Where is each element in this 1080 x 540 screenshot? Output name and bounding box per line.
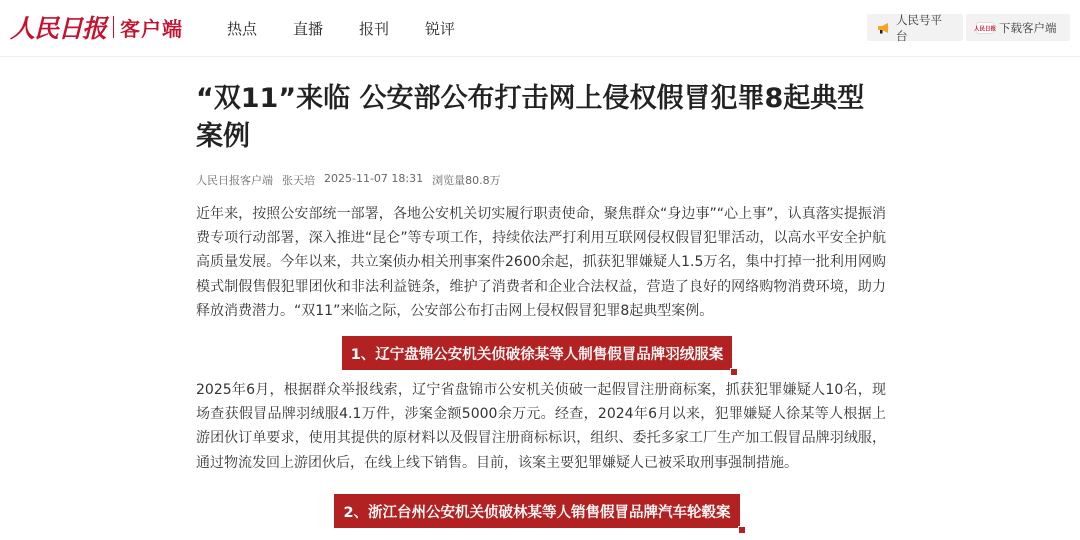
section-heading-corner [738,526,746,534]
section-heading-2-text: 2、浙江台州公安机关侦破林某等人销售假冒品牌汽车轮毂案 [343,504,731,521]
logo-text: 客户端 [120,16,184,41]
section-heading-2 [334,494,740,528]
nav-item-newspaper[interactable]: 报刊 [359,20,390,38]
article-intro: 近年来，按照公安部统一部署，各地公安机关切实履行职责使命，聚焦群众“身边事”“心上事”，认真落实提振消费专项行动部署，深入推进“昆仑”等专项工作，持续依法严打利用互联网侵权假冒犯罪活动，以高水平安全护航高质量发展。今年以来，共立案侦办相关刑事案件2600余起，抓获犯罪嫌疑人1.5万名，集中打掉一批利用网购模式制假售假犯罪团伙和非法利益链条，维护了消费者和企业合法权益，营造了良好的网络购物消费环境，助力释放消费潜力。“双11”来临之际，公安部公布打击网上侵权假冒犯罪8起典型案例。 [196,206,886,319]
article-meta [196,172,886,188]
section-heading-1 [342,336,732,370]
download-app-button[interactable] [966,14,1070,41]
top-header [0,0,1080,57]
nav-item-commentary[interactable]: 锐评 [425,20,456,38]
platform-button[interactable] [867,14,963,41]
nav-item-hot[interactable]: 热点 [227,20,258,38]
nav-item-live[interactable]: 直播 [293,20,324,38]
logo-divider [113,16,114,38]
section-heading-corner [730,368,738,376]
article-source: 人民日报客户端 [196,174,273,187]
main-nav [227,18,455,39]
platform-button-label: 人民号平台 [896,12,942,43]
article [196,80,886,323]
section-1-body: 2025年6月，根据群众举报线索，辽宁省盘锦市公安机关侦破一起假冒注册商标案，抓获犯罪嫌疑人10名，现场查获假冒品牌羽绒服4.1万件，涉案金额5000余万元。经查，2024年6月以来，犯罪嫌疑人徐某等人根据上游团伙订单要求，使用其提供的原材料以及假冒注册商标标识，组织、委托多家工厂生产加工假冒品牌羽绒服，通过物流发回上游团伙后，在线上线下销售。目前，该案主要犯罪嫌疑人已被采取刑事强制措施。 [196,382,886,471]
article-datetime: 2025-11-07 18:31 [324,172,424,185]
download-icon-text: 人民日报 [973,26,997,32]
site-logo[interactable] [10,10,183,44]
article-author: 张天培 [282,174,315,187]
people-daily-logo-icon [973,22,997,34]
megaphone-icon [877,22,891,34]
section-heading-1-text: 1、辽宁盘锦公安机关侦破徐某等人制售假冒品牌羽绒服案 [350,346,724,363]
article-title: “双11”来临 公安部公布打击网上侵权假冒犯罪8起典型案例 [196,83,865,152]
logo-mark: 人民日报 [10,14,107,43]
download-button-label: 下载客户端 [999,20,1057,35]
article-views: 浏览量80.8万 [432,174,501,187]
